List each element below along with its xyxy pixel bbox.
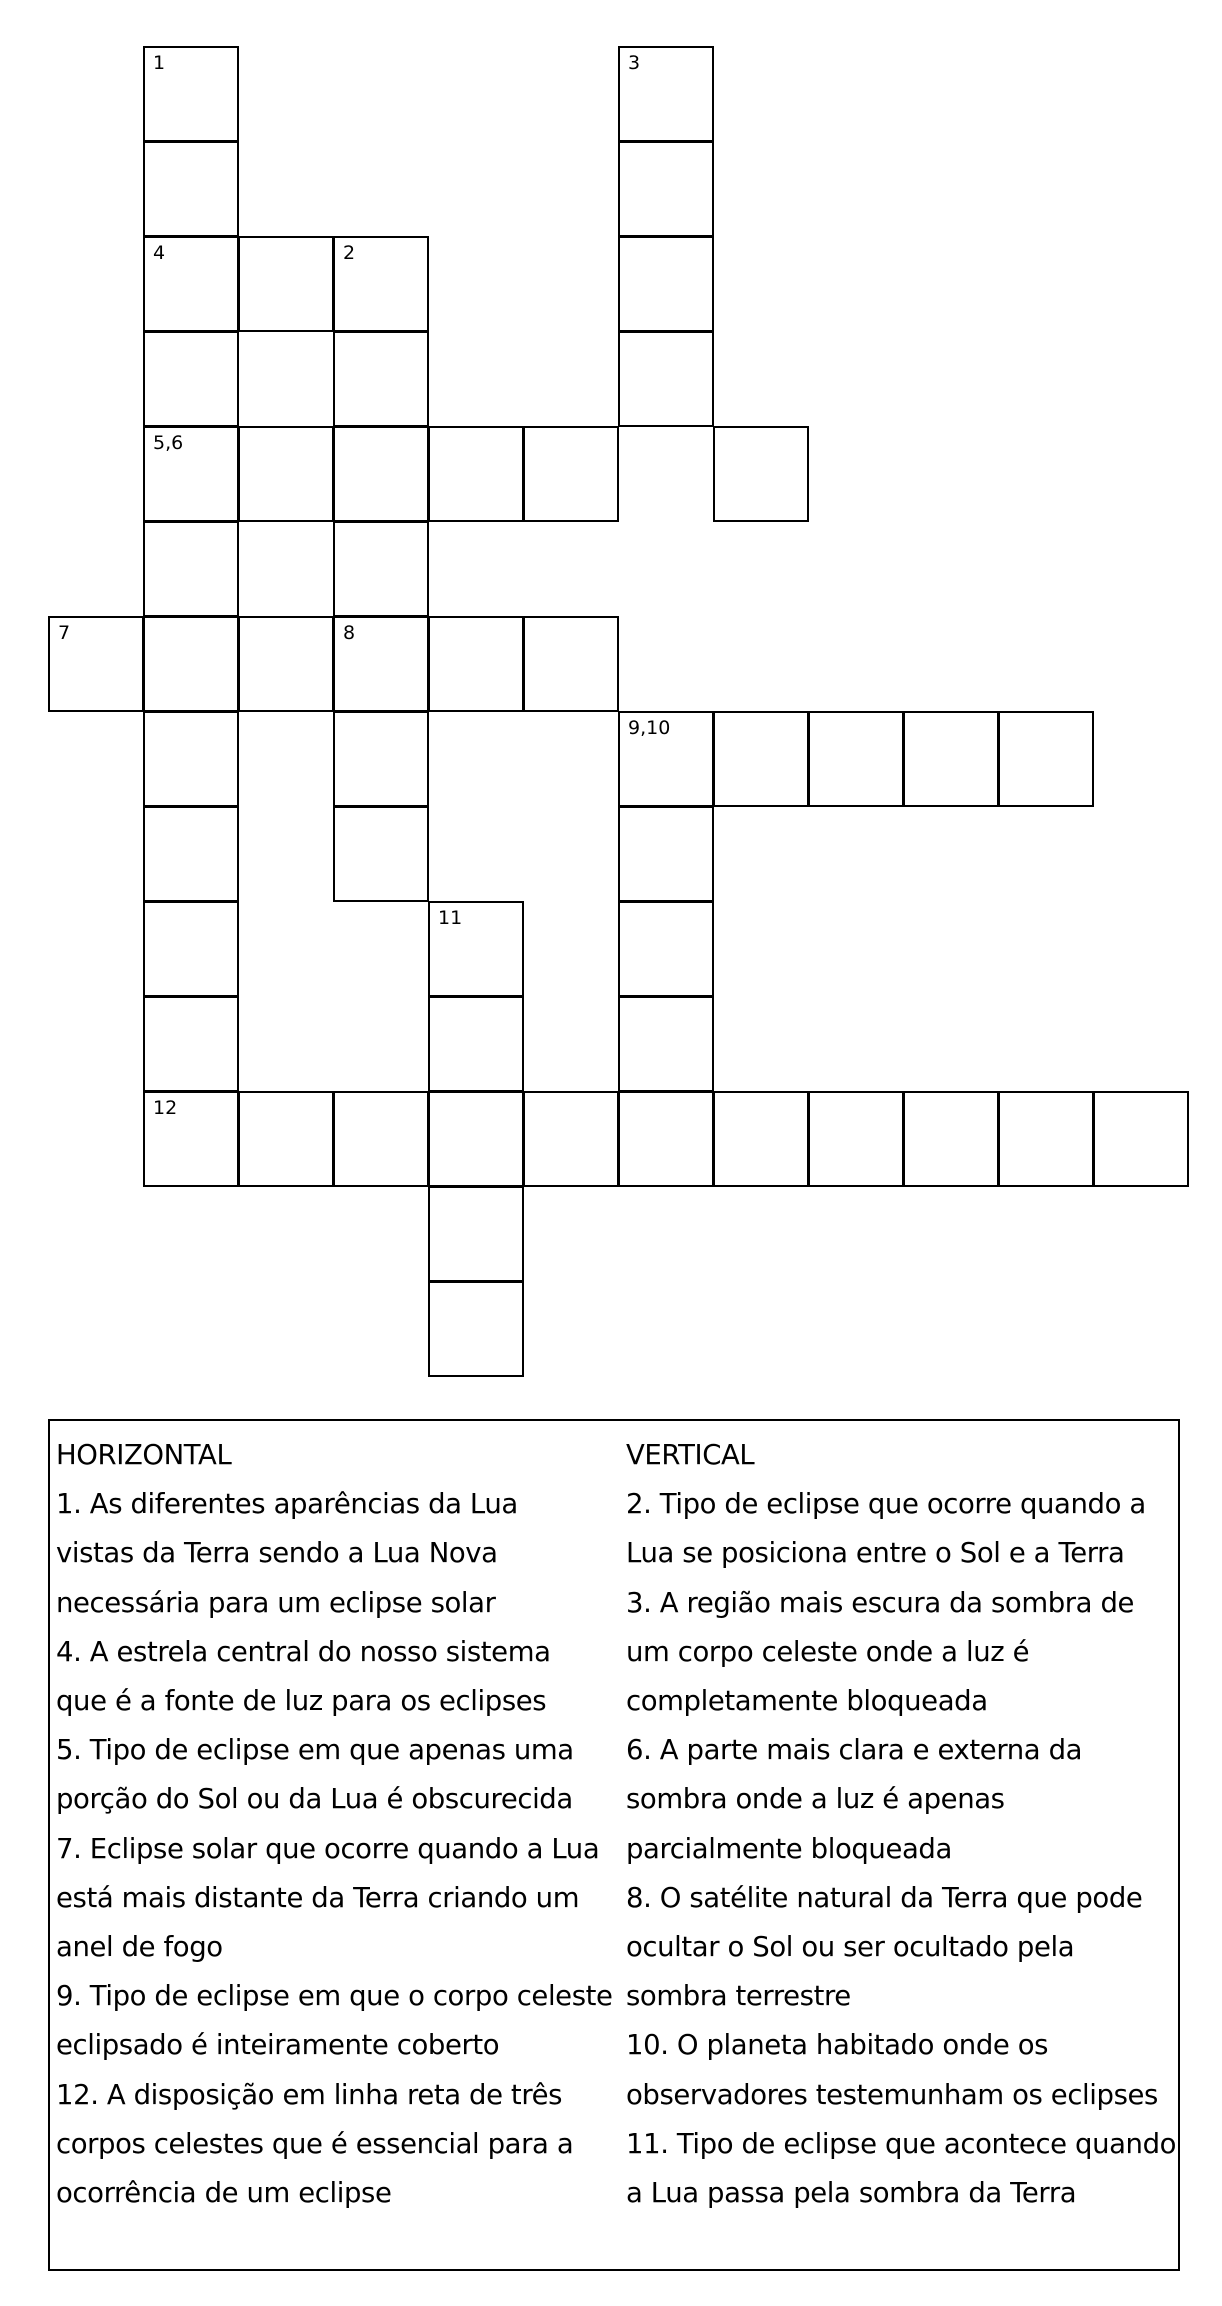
clue-line: 5. Tipo de eclipse em que apenas uma — [56, 1734, 574, 1767]
clue-number: 7 — [58, 622, 71, 644]
crossword-cell[interactable] — [713, 711, 809, 807]
clue-line: observadores testemunham os eclipses — [626, 2078, 1158, 2111]
clue-number: 12 — [153, 1097, 178, 1119]
crossword-cell[interactable] — [238, 1091, 334, 1187]
clue-line: porção do Sol ou da Lua é obscurecida — [56, 1783, 573, 1816]
crossword-cell[interactable] — [618, 331, 714, 427]
clue-number: 9,10 — [628, 717, 671, 739]
clue-line: Lua se posiciona entre o Sol e a Terra — [626, 1537, 1125, 1570]
crossword-cell[interactable] — [143, 616, 239, 712]
crossword-cell[interactable] — [48, 616, 144, 712]
crossword-cell[interactable] — [143, 901, 239, 997]
crossword-cell[interactable] — [428, 1281, 524, 1377]
crossword-cell[interactable] — [333, 616, 429, 712]
crossword-cell[interactable] — [618, 236, 714, 332]
crossword-cell[interactable] — [333, 1091, 429, 1187]
crossword-cell[interactable] — [428, 1091, 524, 1187]
crossword-cell[interactable] — [618, 1091, 714, 1187]
crossword-cell[interactable] — [333, 521, 429, 617]
clue-line: está mais distante da Terra criando um — [56, 1881, 580, 1914]
crossword-cell[interactable] — [808, 711, 904, 807]
crossword-cell[interactable] — [428, 901, 524, 997]
crossword-cell[interactable] — [903, 711, 999, 807]
crossword-cell[interactable] — [523, 616, 619, 712]
clue-number: 1 — [153, 52, 166, 74]
crossword-cell[interactable] — [143, 46, 239, 142]
crossword-cell[interactable] — [143, 711, 239, 807]
clue-line: 8. O satélite natural da Terra que pode — [626, 1881, 1143, 1914]
crossword-cell[interactable] — [143, 521, 239, 617]
clue-line: 1. As diferentes aparências da Lua — [56, 1488, 518, 1521]
clue-line: ocorrência de um eclipse — [56, 2177, 392, 2210]
clue-line: a Lua passa pela sombra da Terra — [626, 2177, 1077, 2210]
crossword-cell[interactable] — [618, 46, 714, 142]
clue-line: 2. Tipo de eclipse que ocorre quando a — [626, 1488, 1146, 1521]
crossword-cell[interactable] — [333, 806, 429, 902]
clue-line: 4. A estrela central do nosso sistema — [56, 1635, 551, 1668]
clue-line: sombra onde a luz é apenas — [626, 1783, 1005, 1816]
clue-line: vistas da Terra sendo a Lua Nova — [56, 1537, 498, 1570]
clue-number: 4 — [153, 242, 166, 264]
crossword-cell[interactable] — [903, 1091, 999, 1187]
crossword-cell[interactable] — [143, 806, 239, 902]
clue-line: 7. Eclipse solar que ocorre quando a Lua — [56, 1832, 600, 1865]
crossword-cell[interactable] — [713, 426, 809, 522]
crossword-cell[interactable] — [998, 711, 1094, 807]
crossword-cell[interactable] — [333, 331, 429, 427]
crossword-cell[interactable] — [428, 616, 524, 712]
crossword-cell[interactable] — [333, 236, 429, 332]
crossword-cell[interactable] — [333, 426, 429, 522]
clue-line: completamente bloqueada — [626, 1685, 988, 1718]
crossword-cell[interactable] — [143, 236, 239, 332]
clue-number: 2 — [343, 242, 356, 264]
clue-line: ocultar o Sol ou ser ocultado pela — [626, 1931, 1075, 1964]
clue-line: sombra terrestre — [626, 1980, 851, 2013]
horizontal-clues — [56, 1431, 616, 2218]
clue-heading: HORIZONTAL — [56, 1439, 232, 1471]
crossword-cell[interactable] — [333, 711, 429, 807]
clue-line: 6. A parte mais clara e externa da — [626, 1734, 1083, 1767]
crossword-cell[interactable] — [143, 331, 239, 427]
clue-number: 5,6 — [153, 432, 184, 454]
clue-line: anel de fogo — [56, 1931, 223, 1964]
clue-line: 10. O planeta habitado onde os — [626, 2029, 1049, 2062]
clue-number: 11 — [438, 907, 463, 929]
crossword-cell[interactable] — [143, 426, 239, 522]
clue-line: eclipsado é inteiramente coberto — [56, 2029, 500, 2062]
vertical-clues — [626, 1431, 1178, 2218]
clue-line: 12. A disposição em linha reta de três — [56, 2078, 563, 2111]
crossword-cell[interactable] — [238, 236, 334, 332]
crossword-cell[interactable] — [998, 1091, 1094, 1187]
crossword-cell[interactable] — [713, 1091, 809, 1187]
crossword-cell[interactable] — [238, 426, 334, 522]
clue-line: corpos celestes que é essencial para a — [56, 2127, 574, 2160]
crossword-cell[interactable] — [143, 996, 239, 1092]
clue-line: 9. Tipo de eclipse em que o corpo celeste — [56, 1980, 613, 2013]
clue-line: 3. A região mais escura da sombra de — [626, 1586, 1135, 1619]
clue-line: um corpo celeste onde a luz é — [626, 1635, 1030, 1668]
clue-line: parcialmente bloqueada — [626, 1832, 952, 1865]
clues-box — [48, 1419, 1180, 2271]
crossword-cell[interactable] — [618, 996, 714, 1092]
crossword-cell[interactable] — [143, 141, 239, 237]
clue-line: 11. Tipo de eclipse que acontece quando — [626, 2127, 1177, 2160]
crossword-cell[interactable] — [808, 1091, 904, 1187]
crossword-cell[interactable] — [618, 901, 714, 997]
crossword-cell[interactable] — [618, 711, 714, 807]
crossword-cell[interactable] — [523, 426, 619, 522]
crossword-cell[interactable] — [1093, 1091, 1189, 1187]
crossword-cell[interactable] — [618, 806, 714, 902]
crossword-cell[interactable] — [143, 1091, 239, 1187]
clue-heading: VERTICAL — [626, 1439, 755, 1471]
clue-number: 8 — [343, 622, 356, 644]
crossword-cell[interactable] — [428, 1186, 524, 1282]
clue-number: 3 — [628, 52, 641, 74]
clue-line: que é a fonte de luz para os eclipses — [56, 1685, 547, 1718]
clue-line: necessária para um eclipse solar — [56, 1586, 496, 1619]
crossword-cell[interactable] — [238, 616, 334, 712]
crossword-cell[interactable] — [428, 426, 524, 522]
crossword-cell[interactable] — [618, 141, 714, 237]
crossword-cell[interactable] — [523, 1091, 619, 1187]
crossword-cell[interactable] — [428, 996, 524, 1092]
